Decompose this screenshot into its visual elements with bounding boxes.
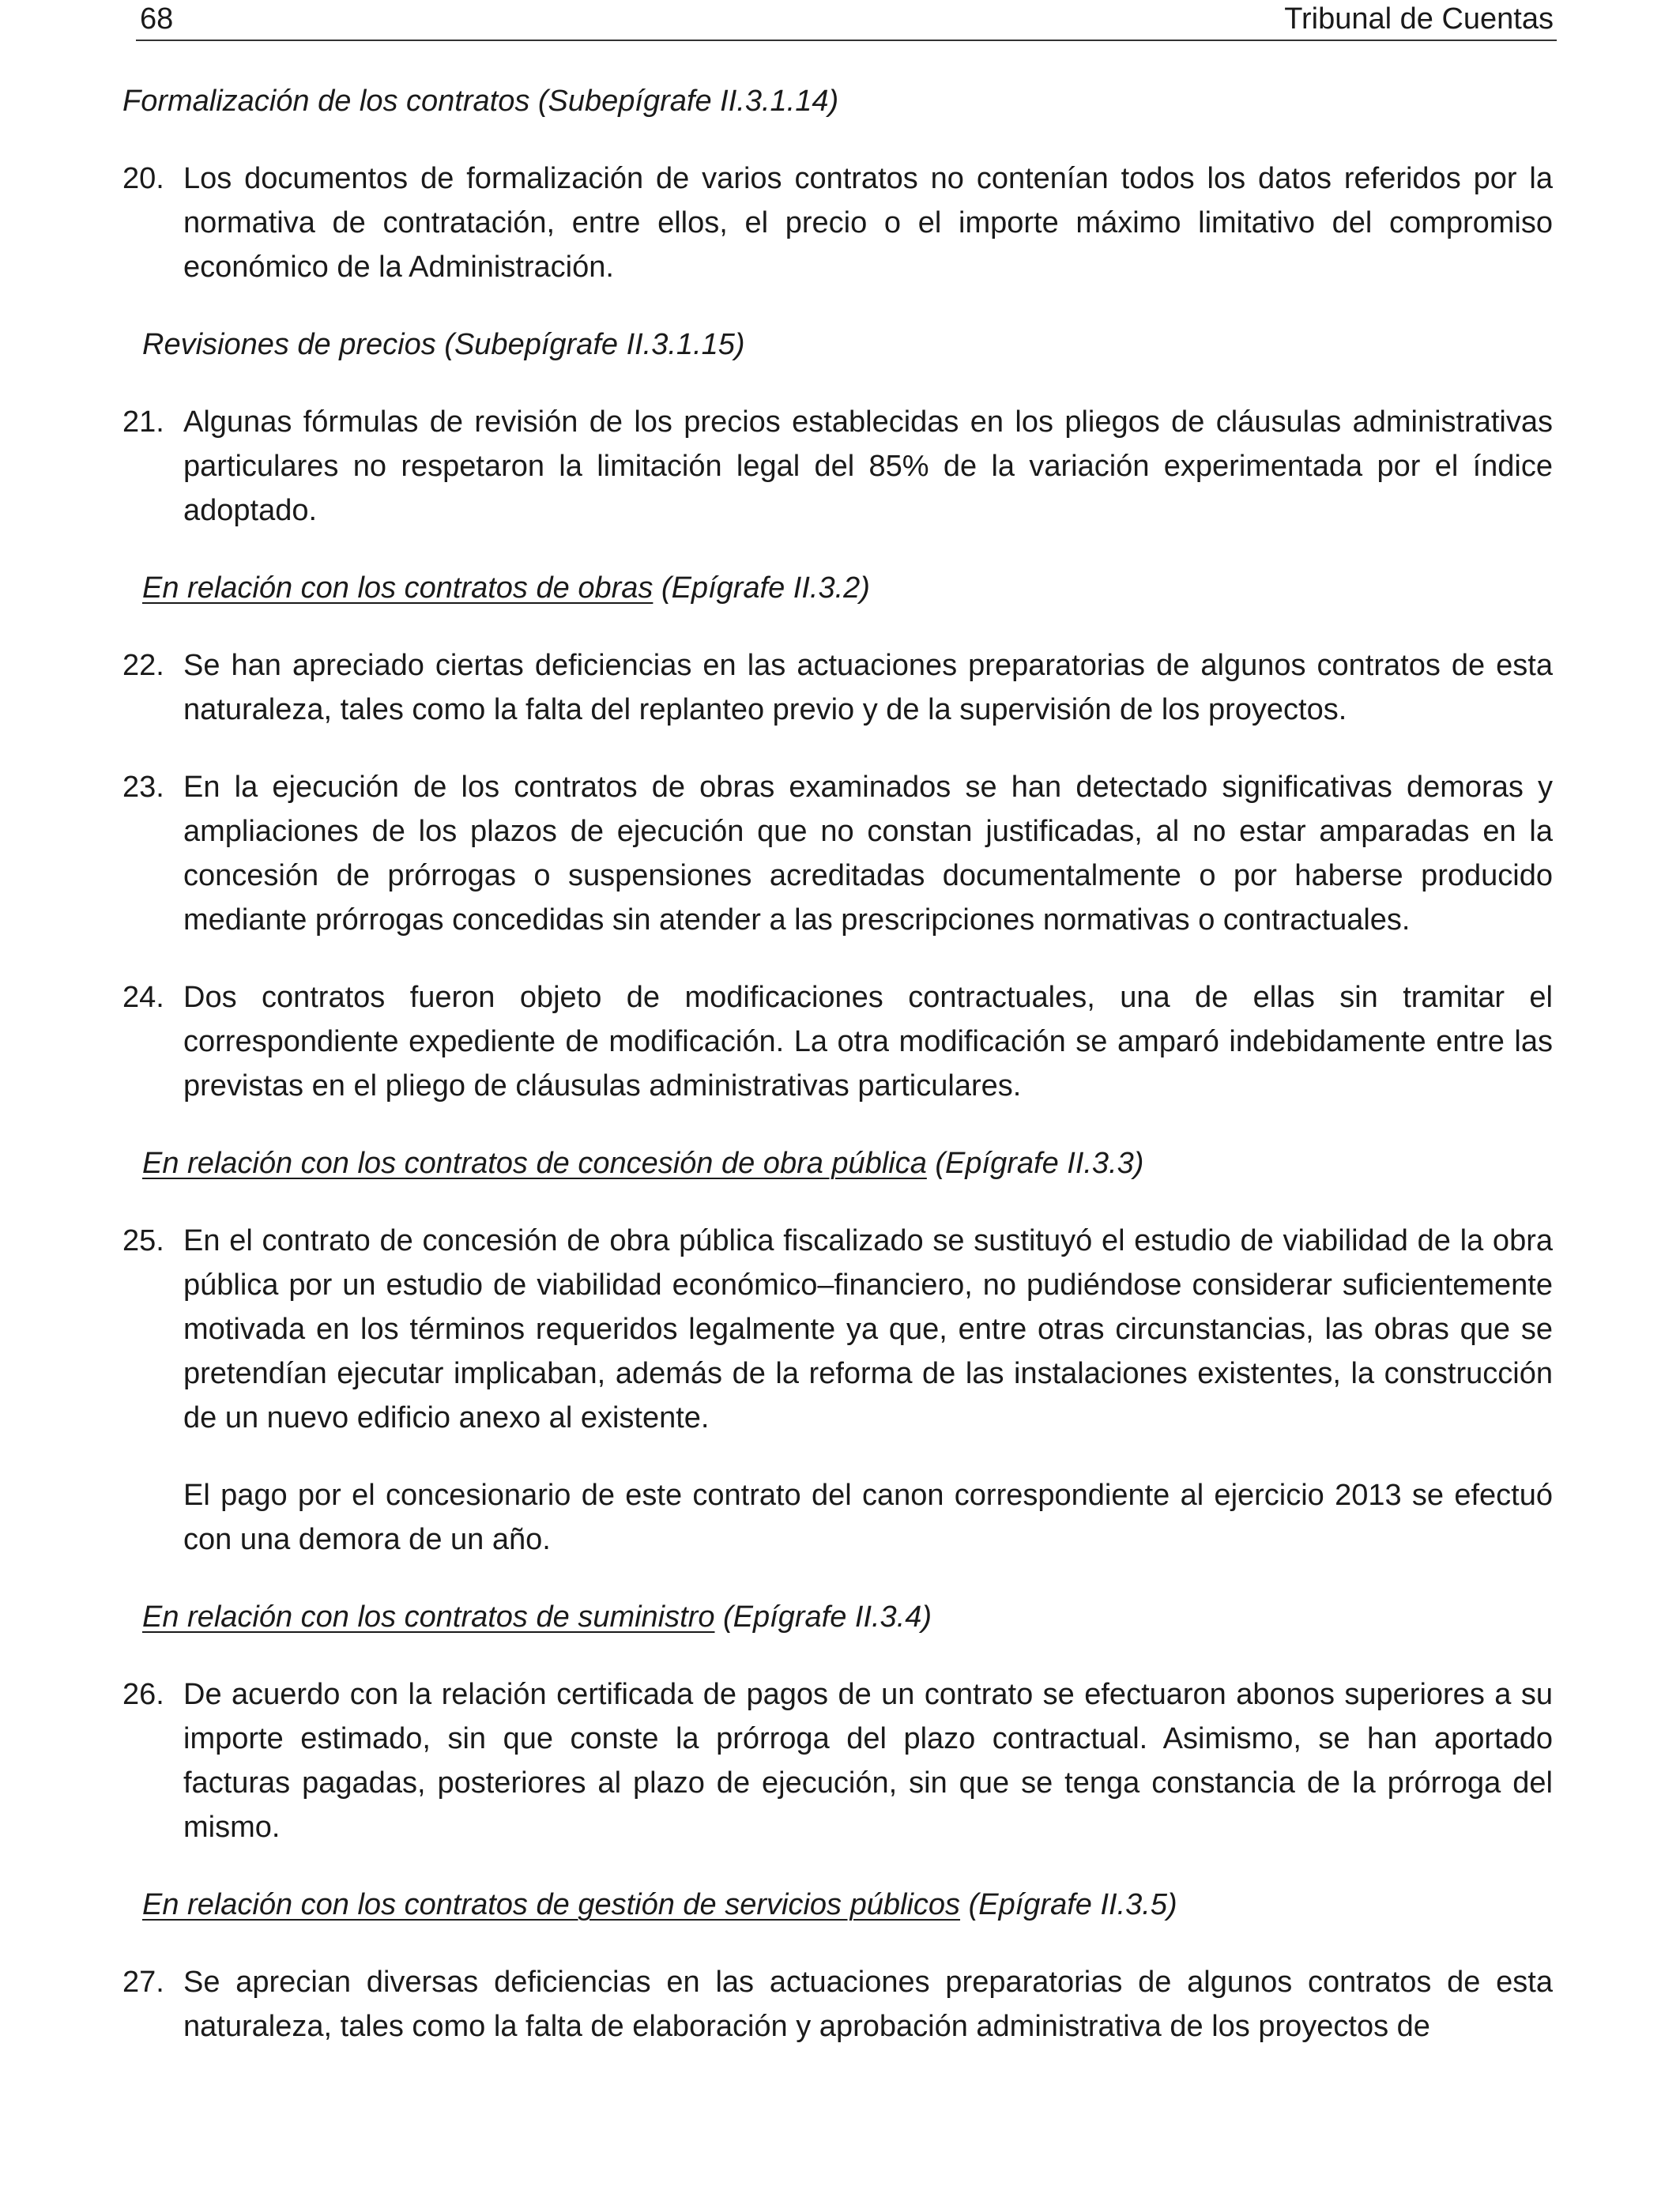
section-heading-underlined: En relación con los contratos de obras: [142, 571, 654, 605]
paragraph-22: [122, 643, 1553, 732]
paragraph-21: [122, 400, 1553, 533]
paragraph-24: [122, 975, 1553, 1108]
paragraph-text: Algunas fórmulas de revisión de los precios establecidas en los pliegos de cláusulas administrativas particulares no respetaron la limitación legal del 85% de la variación experimentada por el índice adoptado.: [183, 405, 1553, 527]
paragraph-number: 24.: [122, 981, 164, 1014]
paragraph-number: 26.: [122, 1678, 164, 1711]
section-heading-reference: (Epígrafe II.3.2): [653, 571, 870, 605]
paragraph-26: [122, 1672, 1553, 1849]
paragraph-text: De acuerdo con la relación certificada de pagos de un contrato se efectuaron abonos superiores a su importe estimado, sin que conste la prórroga del plazo contractual. Asimismo, se han aportado facturas pagadas, posteriores al plazo de ejecución, sin que se tenga constancia de la prórroga del mismo.: [183, 1678, 1553, 1844]
section-heading-suministro: [122, 1595, 1553, 1639]
document-body: [122, 79, 1553, 2049]
paragraph-text: Se aprecian diversas deficiencias en las actuaciones preparatorias de algunos contratos de esta naturaleza, tales como la falta de elaboración y aprobación administrativa de los proyectos de: [183, 1966, 1553, 2043]
section-heading-revisiones: Revisiones de precios (Subepígrafe II.3.1.15): [142, 328, 745, 361]
section-heading-underlined: En relación con los contratos de concesión de obra pública: [142, 1147, 927, 1180]
paragraph-text: Dos contratos fueron objeto de modificaciones contractuales, una de ellas sin tramitar el correspondiente expediente de modificación. La otra modificación se amparó indebidamente entre las previstas en el pliego de cláusulas administrativas particulares.: [183, 981, 1553, 1103]
page-number: 68: [140, 2, 174, 36]
section-heading-reference: (Epígrafe II.3.5): [960, 1888, 1177, 1921]
paragraph-number: 23.: [122, 771, 164, 804]
section-heading-concesion-obra-publica: [122, 1141, 1553, 1186]
paragraph-text: En la ejecución de los contratos de obras examinados se han detectado significativas demoras y ampliaciones de los plazos de ejecución que no constan justificadas, al no estar amparadas en la concesión de prórrogas o suspensiones acreditadas documentalmente o por haberse producido mediante prórrogas concedidas sin atender a las prescripciones normativas o contractuales.: [183, 771, 1553, 937]
section-heading-underlined: En relación con los contratos de suministro: [142, 1600, 715, 1634]
paragraph-number: 27.: [122, 1966, 164, 1999]
section-heading-underlined: En relación con los contratos de gestión de servicios públicos: [142, 1888, 961, 1921]
paragraph-number: 21.: [122, 405, 164, 439]
section-heading-servicios-publicos: [122, 1883, 1553, 1927]
paragraph-20: [122, 156, 1553, 289]
paragraph-text: Los documentos de formalización de varios contratos no contenían todos los datos referidos por la normativa de contratación, entre ellos, el precio o el importe máximo limitativo del compromiso económico de la Administración.: [183, 162, 1553, 284]
section-heading-reference: (Epígrafe II.3.4): [714, 1600, 932, 1634]
section-heading-reference: (Epígrafe II.3.3): [926, 1147, 1144, 1180]
paragraph-23: [122, 765, 1553, 942]
section-heading-formalizacion: Formalización de los contratos (Subepígrafe II.3.1.14): [122, 85, 839, 118]
section-heading-obras: [122, 566, 1553, 610]
paragraph-25: [122, 1219, 1553, 1562]
paragraph-27: [122, 1960, 1553, 2049]
paragraph-number: 25.: [122, 1224, 164, 1257]
paragraph-text: En el contrato de concesión de obra pública fiscalizado se sustituyó el estudio de viabilidad de la obra pública por un estudio de viabilidad económico–financiero, no pudiéndose considerar suficientemente motivada en los términos requeridos legalmente ya que, entre otras circunstancias, las obras que se pretendían ejecutar implicaban, además de la reforma de las instalaciones existentes, la construcción de un nuevo edificio anexo al existente.: [183, 1224, 1553, 1434]
page-header: [136, 0, 1557, 41]
paragraph-number: 22.: [122, 649, 164, 682]
paragraph-number: 20.: [122, 162, 164, 195]
paragraph-text-continued: El pago por el concesionario de este contrato del canon correspondiente al ejercicio 2013 se efectuó con una demora de un año.: [183, 1479, 1553, 1556]
running-title: Tribunal de Cuentas: [1284, 2, 1554, 36]
paragraph-text: Se han apreciado ciertas deficiencias en las actuaciones preparatorias de algunos contratos de esta naturaleza, tales como la falta del replanteo previo y de la supervisión de los proyectos.: [183, 649, 1553, 726]
